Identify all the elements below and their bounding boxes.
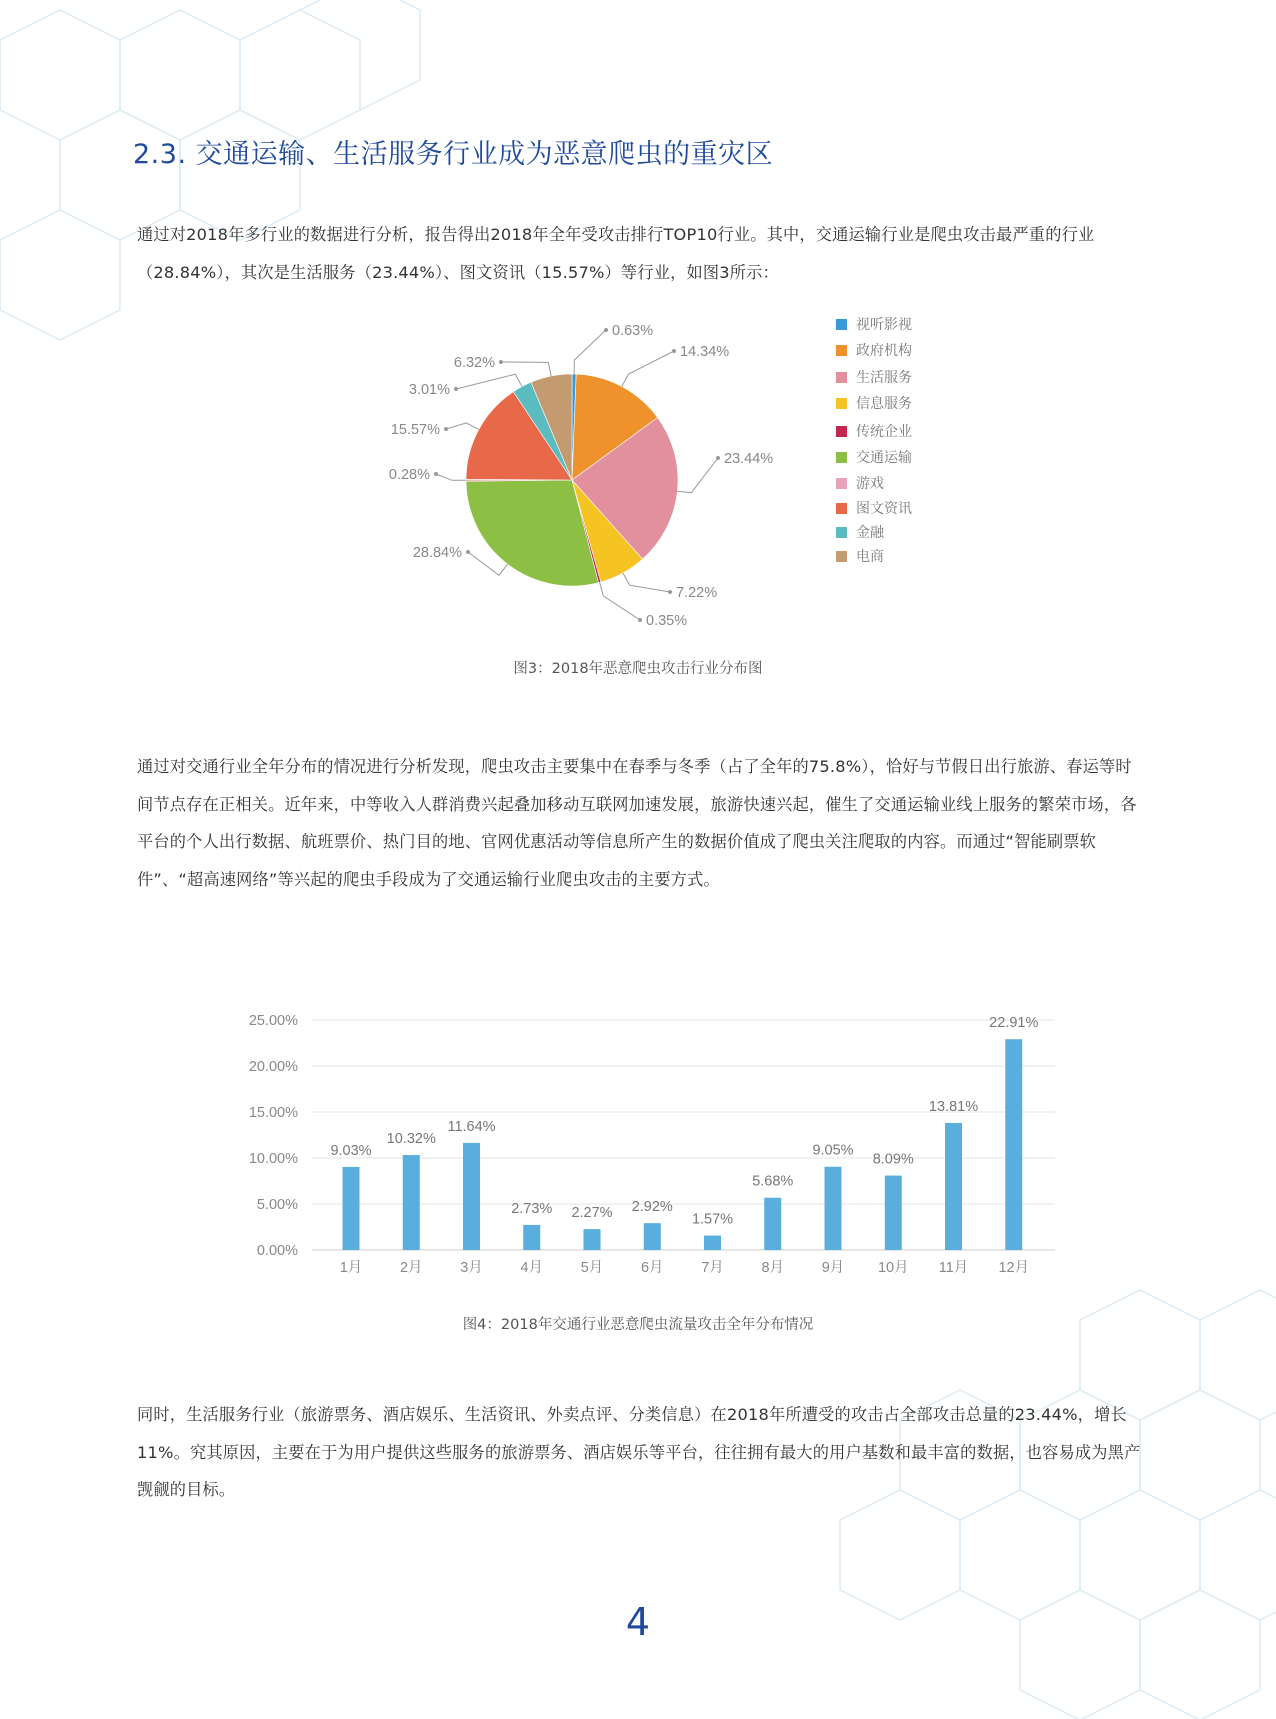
bar	[764, 1198, 781, 1250]
y-tick-label: 25.00%	[248, 1013, 298, 1029]
pie-leader-dot	[434, 472, 438, 476]
y-tick-label: 10.00%	[248, 1151, 298, 1167]
figure4-caption: 图4：2018年交通行业恶意爬虫流量攻击全年分布情况	[462, 1317, 814, 1333]
legend-swatch	[836, 345, 847, 356]
pie-data-label: 3.01%	[408, 382, 450, 398]
bar	[523, 1225, 540, 1250]
legend-swatch	[836, 426, 847, 437]
bar	[1005, 1039, 1022, 1250]
legend-swatch	[836, 503, 847, 514]
figure3-caption: 图3：2018年恶意爬虫攻击行业分布图	[513, 661, 763, 677]
x-tick-label: 5月	[580, 1260, 604, 1276]
bar	[644, 1223, 661, 1250]
pie-leader-dot	[638, 618, 642, 622]
legend-swatch	[836, 551, 847, 562]
monthly-bar-chart	[220, 1000, 1070, 1290]
x-tick-label: 1月	[339, 1260, 363, 1276]
pie-leader-line	[623, 573, 670, 592]
pie-leader-line	[501, 362, 551, 376]
bar-value-label: 2.27%	[571, 1205, 613, 1222]
x-tick-label: 8月	[761, 1260, 785, 1276]
pie-leader-dot	[668, 590, 672, 594]
bar	[343, 1167, 360, 1250]
x-tick-label: 12月	[998, 1260, 1030, 1276]
bar-value-label: 10.32%	[386, 1131, 436, 1148]
x-tick-label: 10月	[877, 1260, 909, 1276]
pie-data-label: 0.28%	[388, 467, 430, 483]
pie-data-label: 14.34%	[680, 344, 730, 360]
pie-leader-dot	[672, 349, 676, 353]
bar-value-label: 2.92%	[631, 1199, 673, 1216]
pie-leader-dot	[454, 387, 458, 391]
pie-leader-line	[446, 423, 479, 430]
legend-swatch	[836, 527, 847, 538]
bar-value-label: 9.05%	[812, 1142, 854, 1159]
legend-swatch	[836, 478, 847, 489]
section-title: 2.3. 交通运输、生活服务行业成为恶意爬虫的重灾区	[133, 139, 774, 170]
bar-value-label: 9.03%	[330, 1142, 372, 1159]
pie-leader-line	[436, 474, 466, 480]
x-tick-label: 6月	[640, 1260, 664, 1276]
pie-leader-line	[622, 351, 674, 386]
y-tick-label: 15.00%	[248, 1105, 298, 1121]
x-tick-label: 9月	[821, 1260, 845, 1276]
bar-value-label: 5.68%	[752, 1173, 794, 1190]
legend-entry: 金融	[856, 524, 884, 540]
bar	[945, 1123, 962, 1250]
pie-data-label: 6.32%	[453, 355, 495, 371]
legend-swatch	[836, 372, 847, 383]
legend-entry: 生活服务	[856, 369, 912, 385]
bar	[825, 1167, 842, 1250]
legend-entry: 电商	[856, 548, 884, 564]
bar-value-label: 8.09%	[872, 1151, 914, 1168]
legend-swatch	[836, 319, 847, 330]
bar	[403, 1155, 420, 1250]
paragraph-life-service: 同时，生活服务行业（旅游票务、酒店娱乐、生活资讯、外卖点评、分类信息）在2018年所遭受的攻击占全部攻击总量的23.44%，增长11%。究其原因，主要在于为用户提供这些服务的旅游票务、酒店娱乐等平台，往往拥有最大的用户基数和最丰富的数据，也容易成为黑产觊觎的目标。	[137, 1405, 1141, 1499]
legend-entry: 游戏	[856, 475, 884, 491]
legend-swatch	[836, 452, 847, 463]
pie-leader-line	[574, 330, 606, 374]
pie-leader-dot	[499, 360, 503, 364]
pie-data-label: 28.84%	[412, 545, 462, 561]
pie-data-label: 15.57%	[390, 422, 440, 438]
x-tick-label: 3月	[460, 1260, 483, 1276]
page-number: 4	[625, 1600, 651, 1644]
x-tick-label: 2月	[399, 1260, 423, 1276]
legend-entry: 图文资讯	[856, 500, 912, 516]
pie-leader-dot	[466, 550, 470, 554]
legend-entry: 交通运输	[856, 449, 912, 465]
bar-value-label: 2.73%	[511, 1200, 553, 1217]
industry-pie-chart	[330, 316, 950, 629]
bar	[463, 1143, 480, 1250]
x-tick-label: 4月	[520, 1260, 544, 1276]
pie-leader-line	[456, 374, 522, 389]
pie-leader-dot	[604, 328, 608, 332]
pie-data-label: 7.22%	[676, 585, 718, 601]
pie-leader-dot	[444, 427, 448, 431]
x-tick-label: 11月	[938, 1260, 969, 1276]
pie-leader-line	[600, 582, 640, 620]
bar	[704, 1236, 721, 1250]
bar	[584, 1229, 601, 1250]
pie-leader-dot	[716, 456, 720, 460]
legend-entry: 政府机构	[856, 342, 912, 358]
bar-value-label: 22.91%	[989, 1015, 1039, 1032]
legend-entry: 信息服务	[856, 395, 912, 411]
pie-data-label: 0.35%	[646, 613, 688, 629]
y-tick-label: 20.00%	[248, 1059, 298, 1075]
y-tick-label: 5.00%	[256, 1197, 298, 1213]
legend-entry: 传统企业	[856, 423, 912, 439]
x-tick-label: 7月	[701, 1260, 724, 1276]
bar-value-label: 11.64%	[447, 1118, 496, 1135]
bar	[885, 1176, 902, 1250]
pie-data-label: 0.63%	[612, 323, 654, 339]
pie-data-label: 23.44%	[724, 451, 774, 467]
bar-value-label: 1.57%	[691, 1211, 734, 1228]
y-tick-label: 0.00%	[256, 1243, 298, 1259]
bar-value-label: 13.81%	[928, 1098, 979, 1115]
legend-entry: 视听影视	[856, 316, 912, 332]
paragraph-industry-ranking: 通过对2018年多行业的数据进行分析，报告得出2018年全年受攻击排行TOP10行业。其中，交通运输行业是爬虫攻击最严重的行业（28.84%），其次是生活服务（23.44%）、图文资讯（15.57%）等行业，如图3所示：	[137, 225, 1095, 282]
pie-leader-line	[677, 458, 718, 493]
paragraph-transport-analysis: 通过对交通行业全年分布的情况进行分析发现，爬虫攻击主要集中在春季与冬季（占了全年的75.8%），恰好与节假日出行旅游、春运等时间节点存在正相关。近年来，中等收入人群消费兴起叠加移动互联网加速发展，旅游快速兴起，催生了交通运输业线上服务的繁荣市场，各平台的个人出行数据、航班票价、热门目的地、官网优惠活动等信息所产生的数据价值成了爬虫关注爬取的内容。而通过“智能刷票软件”、“超高速网络”等兴起的爬虫手段成为了交通运输行业爬虫攻击的主要方式。	[137, 757, 1137, 889]
legend-swatch	[836, 398, 847, 409]
